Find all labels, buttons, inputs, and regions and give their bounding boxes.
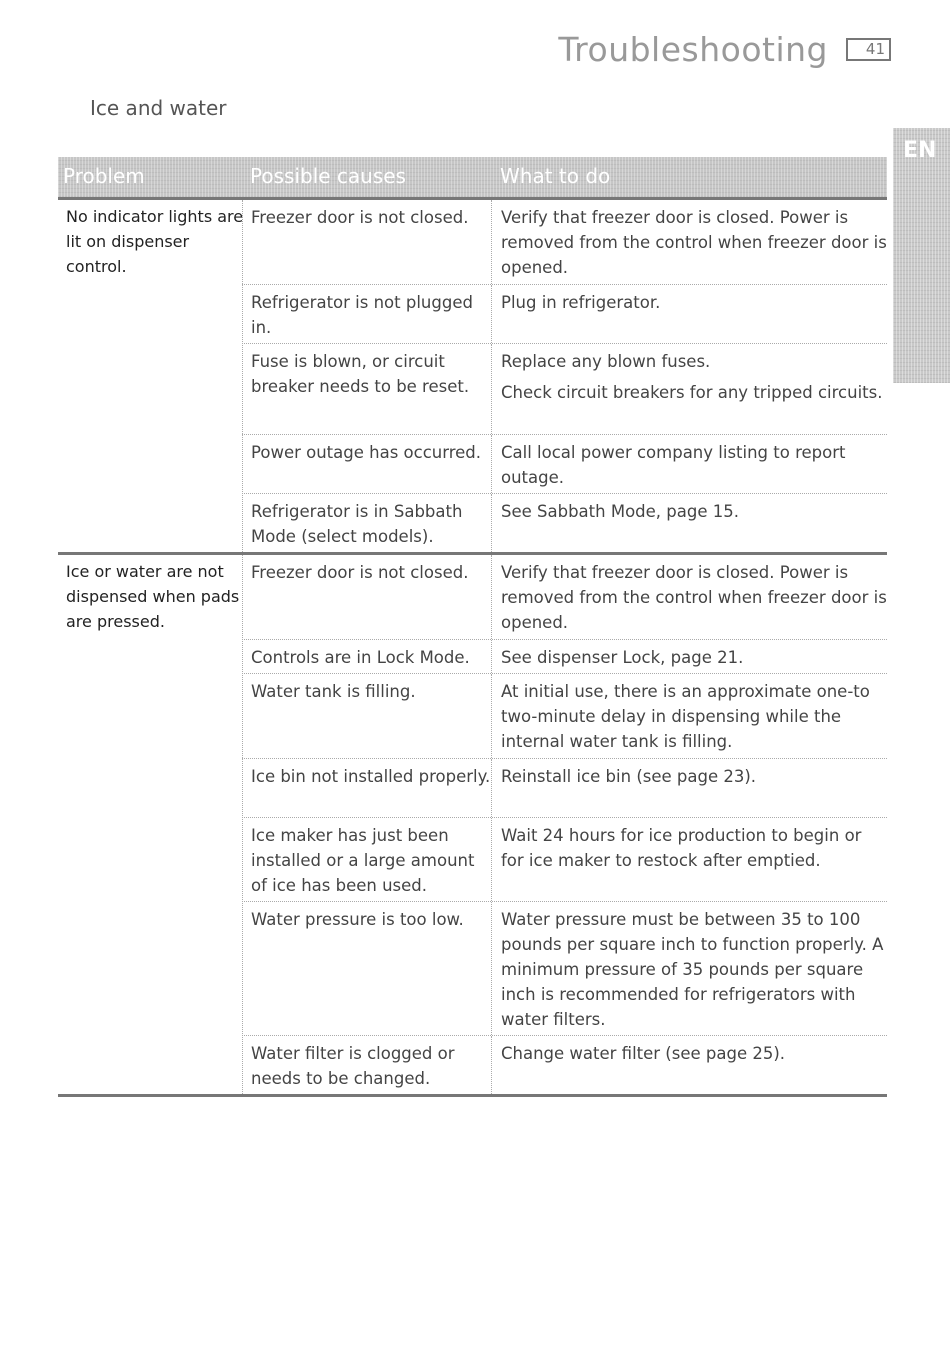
cause-cell: Ice maker has just been installed or a large amount of ice has been used. xyxy=(242,818,492,901)
cause-cell: Water pressure is too low. xyxy=(242,902,492,1035)
action-cell: See Sabbath Mode, page 15. xyxy=(501,502,739,521)
cause-cell: Freezer door is not closed. xyxy=(242,200,492,284)
action-cell: Reinstall ice bin (see page 23). xyxy=(501,767,757,786)
problem-group xyxy=(58,555,887,1097)
problem-text: Ice or water are not dispensed when pads are pressed. xyxy=(66,562,240,631)
table-row xyxy=(242,555,887,639)
action-cell: Verify that freezer door is closed. Power is removed from the control when freezer door is opened. xyxy=(501,563,887,632)
table-row xyxy=(242,200,887,284)
problem-text: No indicator lights are lit on dispenser control. xyxy=(66,207,244,276)
table-row xyxy=(242,817,887,901)
cause-cell: Refrigerator is in Sabbath Mode (select models). xyxy=(242,494,492,552)
table-row xyxy=(242,901,887,1035)
action-cell: Call local power company listing to report outage. xyxy=(501,443,846,487)
action-cell: Change water filter (see page 25). xyxy=(501,1044,786,1063)
cause-cell: Power outage has occurred. xyxy=(242,435,492,493)
table-row xyxy=(242,284,887,343)
cause-cell: Refrigerator is not plugged in. xyxy=(242,285,492,343)
cause-cell: Freezer door is not closed. xyxy=(242,555,492,639)
header-problem: Problem xyxy=(63,164,145,188)
table-header xyxy=(58,157,887,200)
action-cell xyxy=(492,344,887,412)
table-row xyxy=(242,758,887,817)
language-tab-label: EN xyxy=(903,138,937,163)
page-number: 41 xyxy=(846,38,891,61)
language-tab xyxy=(893,128,950,383)
cause-cell: Water tank is filling. xyxy=(242,674,492,758)
cause-cell: Controls are in Lock Mode. xyxy=(242,640,492,673)
problem-group xyxy=(58,200,887,555)
action-cell: See dispenser Lock, page 21. xyxy=(501,648,744,667)
action-cell: Wait 24 hours for ice production to begin or for ice maker to restock after emptied. xyxy=(501,826,862,870)
section-title: Ice and water xyxy=(90,96,227,120)
table-row xyxy=(242,434,887,493)
action-cell: Plug in refrigerator. xyxy=(501,293,661,312)
troubleshooting-table xyxy=(58,157,887,1097)
table-row xyxy=(242,639,887,673)
action-line: Replace any blown fuses. xyxy=(501,352,711,371)
header-possible-causes: Possible causes xyxy=(250,164,406,188)
table-row xyxy=(242,673,887,758)
action-cell: Water pressure must be between 35 to 100 pounds per square inch to function properly. A minimum pressure of 35 pounds per square inch is recommended for refrigerators with water filters. xyxy=(501,910,884,1029)
action-cell: Verify that freezer door is closed. Power is removed from the control when freezer door is opened. xyxy=(501,208,887,277)
action-line: Check circuit breakers for any tripped circuits. xyxy=(501,383,883,402)
cause-cell: Fuse is blown, or circuit breaker needs to be reset. xyxy=(242,344,492,434)
table-row xyxy=(242,1035,887,1094)
table-row xyxy=(242,493,887,552)
cause-cell: Water filter is clogged or needs to be changed. xyxy=(242,1036,492,1094)
page-title: Troubleshooting xyxy=(558,30,828,69)
table-row xyxy=(242,343,887,434)
header-what-to-do: What to do xyxy=(500,164,611,188)
cause-cell: Ice bin not installed properly. xyxy=(242,759,492,817)
action-cell: At initial use, there is an approximate one-to two-minute delay in dispensing while the internal water tank is filling. xyxy=(501,682,870,751)
